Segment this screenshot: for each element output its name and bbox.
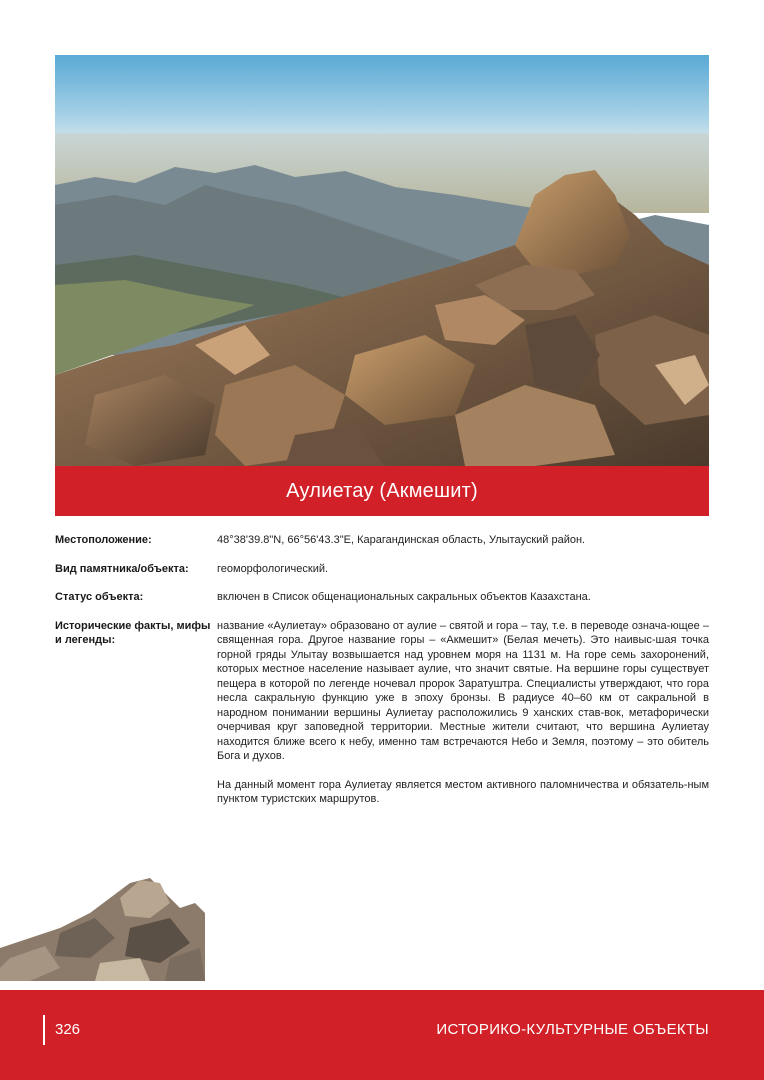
page-number: 326 [55, 1021, 81, 1038]
footer-divider [43, 1015, 45, 1045]
rock-decoration-image [0, 868, 205, 981]
field-location-label: Местоположение: [55, 534, 152, 546]
field-history-value [217, 619, 709, 807]
history-paragraph: название «Аулиетау» образовано от аулие – святой и гора – тау, т.е. в переводе означа-ющее – священная гора. Другое название горы – «Акмешит» (Белая мечеть). Это наивыс-шая точка горной гряды Улытау возвышается над уровнем моря на 1131 м. На горе семь захоронений, которых местное население называет аулие, что значит святые. На вершине горы существует пещера в которой по легенде ночевал пророк Заратуштра. Специалисты утверждают, что гора несла сакральную функцию уже в эпоху бронзы. В радиусе 40–60 км от сакральной в народном понимании вершины Аулиетау расположились 9 ханских став-вок, метафорически очерчивая круг заповедной территории. Местные жители считают, что вершина Аулиетау находится ближе всего к небу, именно там встречаются Небо и Земля, поэтому – это обитель Бога и духов. [217, 619, 709, 762]
page-footer [0, 990, 764, 1080]
field-history-label: Исторические факты, мифы и легенды: [55, 619, 211, 646]
field-location [55, 533, 709, 548]
field-status [55, 590, 709, 605]
object-info [55, 533, 709, 807]
field-status-label: Статус объекта: [55, 591, 144, 603]
field-type-value: геоморфологический. [217, 562, 329, 575]
field-type-label: Вид памятника/объекта: [55, 562, 189, 575]
field-location-value: 48°38'39.8"N, 66°56'43.3"E, Карагандинская область, Улытауский район. [217, 534, 586, 546]
mountain-summit-photo [55, 55, 709, 466]
history-paragraph: На данный момент гора Аулиетау является местом активного паломничества и обязатель-ным пунктом туристских маршрутов. [217, 778, 709, 805]
object-title: Аулиетау (Акмешит) [55, 466, 709, 516]
field-status-value: включен в Список общенациональных сакральных объектов Казахстана. [217, 591, 591, 603]
section-title: ИСТОРИКО-КУЛЬТУРНЫЕ ОБЪЕКТЫ [436, 1021, 709, 1038]
field-type [55, 562, 709, 577]
field-history [55, 619, 709, 807]
